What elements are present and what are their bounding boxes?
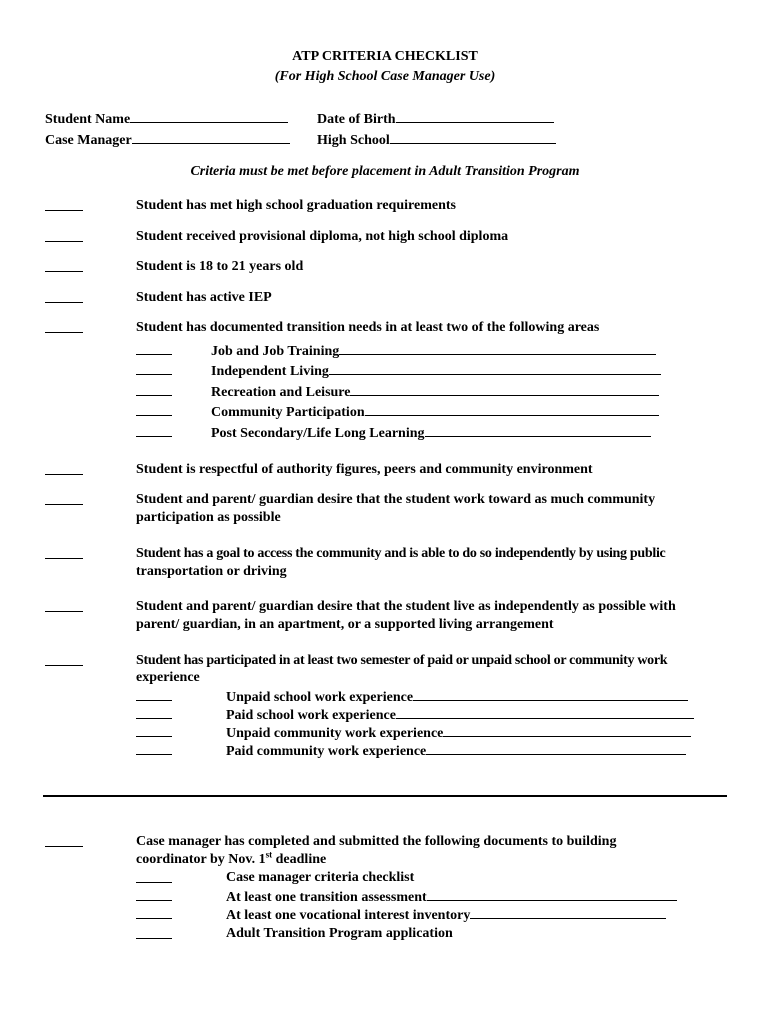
- high-school-field[interactable]: [317, 130, 556, 149]
- area-community-participation: Community Participation: [211, 402, 659, 421]
- criterion-work-experience-l1: Student has participated in at least two semester of paid or unpaid school or community work: [136, 653, 668, 668]
- checkbox-blank[interactable]: [45, 461, 83, 480]
- section-divider: [43, 795, 727, 797]
- criterion-documents-l2: coordinator by Nov. 1st deadline: [136, 849, 327, 867]
- high-school-label: High School: [317, 133, 390, 148]
- student-name-line[interactable]: [130, 109, 288, 123]
- criterion-live-independently-l1: Student and parent/ guardian desire that the student live as independently as possible with: [136, 599, 676, 614]
- checkbox-blank[interactable]: [45, 319, 83, 338]
- case-manager-field[interactable]: [45, 130, 290, 149]
- checkbox-blank[interactable]: [45, 228, 83, 247]
- criteria-note: Criteria must be met before placement in Adult Transition Program: [190, 164, 580, 179]
- checkbox-blank[interactable]: [45, 598, 83, 617]
- criterion-provisional-diploma: Student received provisional diploma, not high school diploma: [136, 229, 509, 244]
- criterion-age: Student is 18 to 21 years old: [136, 259, 304, 274]
- work-unpaid-community: Unpaid community work experience: [226, 723, 691, 742]
- page-title: ATP CRITERIA CHECKLIST: [292, 49, 478, 64]
- area-job-training: Job and Job Training: [211, 341, 656, 360]
- checkbox-blank[interactable]: [45, 491, 83, 510]
- area-post-secondary: Post Secondary/Life Long Learning: [211, 423, 651, 442]
- sub-checkbox-blank[interactable]: [136, 361, 172, 380]
- area-recreation-leisure: Recreation and Leisure: [211, 382, 659, 401]
- work-unpaid-school: Unpaid school work experience: [226, 687, 688, 706]
- checkbox-blank[interactable]: [45, 258, 83, 277]
- sub-checkbox-blank[interactable]: [136, 687, 172, 706]
- criterion-active-iep: Student has active IEP: [136, 290, 272, 305]
- date-of-birth-field[interactable]: [317, 109, 554, 128]
- doc-criteria-checklist: Case manager criteria checklist: [226, 870, 415, 885]
- sub-checkbox-blank[interactable]: [136, 402, 172, 421]
- sub-checkbox-blank[interactable]: [136, 905, 172, 924]
- work-paid-school: Paid school work experience: [226, 705, 694, 724]
- sub-checkbox-blank[interactable]: [136, 741, 172, 760]
- criterion-respectful: Student is respectful of authority figures, peers and community environment: [136, 462, 593, 477]
- criterion-work-experience-l2: experience: [136, 670, 200, 685]
- page-subtitle: (For High School Case Manager Use): [274, 69, 496, 84]
- date-of-birth-line[interactable]: [396, 109, 554, 123]
- sub-checkbox-blank[interactable]: [136, 723, 172, 742]
- student-name-field[interactable]: [45, 109, 288, 128]
- sub-checkbox-blank[interactable]: [136, 382, 172, 401]
- criterion-community-work-l1: Student and parent/ guardian desire that the student work toward as much community: [136, 492, 656, 507]
- criterion-access-community-l1: Student has a goal to access the community and is able to do so independently by using public: [136, 546, 666, 561]
- criterion-live-independently-l2: parent/ guardian, in an apartment, or a supported living arrangement: [136, 617, 554, 632]
- doc-atp-application: Adult Transition Program application: [226, 926, 453, 941]
- checkbox-blank[interactable]: [45, 289, 83, 308]
- high-school-line[interactable]: [390, 130, 556, 144]
- checkbox-blank[interactable]: [45, 833, 83, 852]
- sub-checkbox-blank[interactable]: [136, 869, 172, 888]
- sub-checkbox-blank[interactable]: [136, 341, 172, 360]
- sub-checkbox-blank[interactable]: [136, 887, 172, 906]
- doc-transition-assessment: At least one transition assessment: [226, 887, 677, 906]
- doc-vocational-inventory: At least one vocational interest inventory: [226, 905, 666, 924]
- checkbox-blank[interactable]: [45, 197, 83, 216]
- work-paid-community: Paid community work experience: [226, 741, 686, 760]
- criterion-graduation: Student has met high school graduation requirements: [136, 198, 456, 213]
- sub-checkbox-blank[interactable]: [136, 705, 172, 724]
- case-manager-line[interactable]: [132, 130, 290, 144]
- checkbox-blank[interactable]: [45, 652, 83, 671]
- date-of-birth-label: Date of Birth: [317, 112, 396, 127]
- sub-checkbox-blank[interactable]: [136, 423, 172, 442]
- criterion-transition-needs: Student has documented transition needs in at least two of the following areas: [136, 320, 600, 335]
- area-independent-living: Independent Living: [211, 361, 661, 380]
- sub-checkbox-blank[interactable]: [136, 925, 172, 944]
- student-name-label: Student Name: [45, 112, 131, 127]
- checkbox-blank[interactable]: [45, 545, 83, 564]
- case-manager-label: Case Manager: [45, 133, 132, 148]
- criterion-documents-l1: Case manager has completed and submitted the following documents to building: [136, 834, 617, 849]
- criterion-access-community-l2: transportation or driving: [136, 564, 287, 579]
- criterion-community-work-l2: participation as possible: [136, 510, 281, 525]
